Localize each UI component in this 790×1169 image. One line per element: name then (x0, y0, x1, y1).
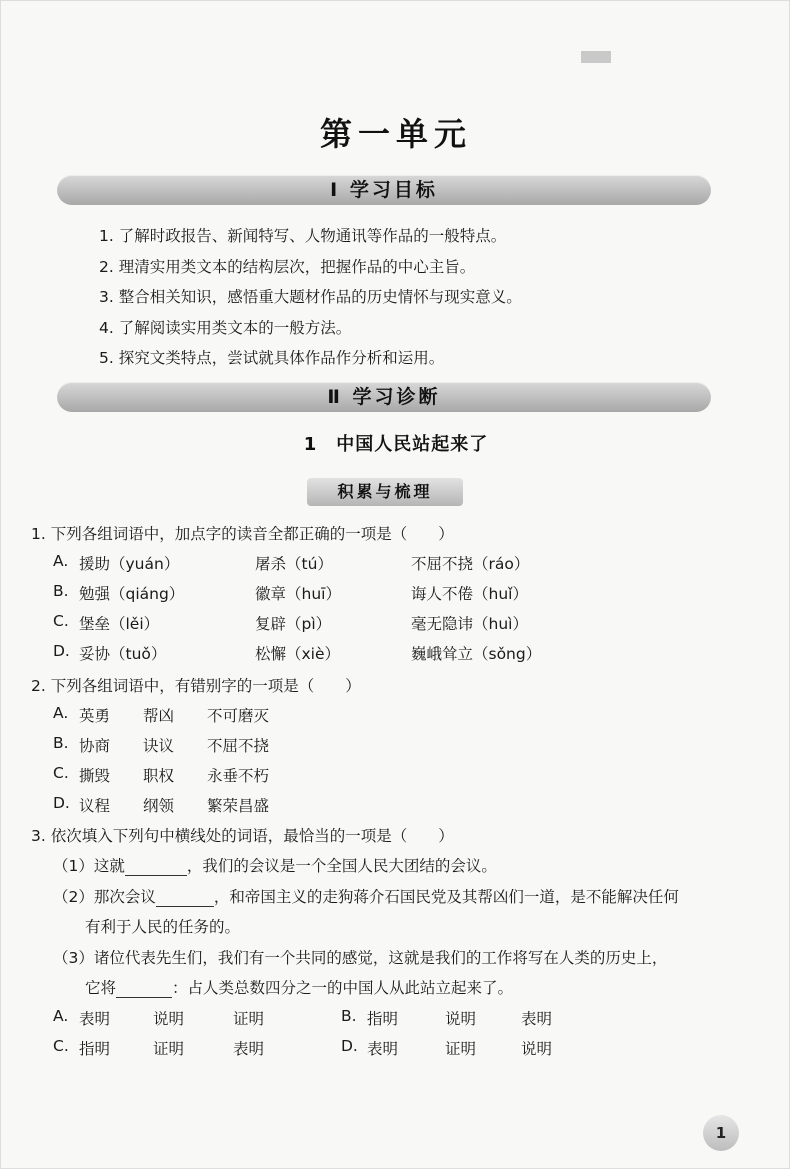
option-item: 说明 (445, 1010, 477, 1028)
option-label: A. (53, 552, 69, 570)
answer-blank[interactable] (156, 888, 214, 907)
option-item: 证明 (445, 1040, 477, 1058)
option-item: 毫无隐讳（huì） (411, 615, 528, 633)
sentence-text: ，和帝国主义的走狗蒋介石国民党及其帮凶们一道，是不能解决任何 (213, 888, 679, 906)
option-item: 表明 (367, 1040, 399, 1058)
option-label: C. (53, 612, 69, 630)
section-label-diagnosis: Ⅱ 学习诊断 (327, 386, 441, 408)
option-item: 纲领 (143, 797, 175, 815)
option-item: 繁荣昌盛 (207, 797, 270, 815)
option-label: C. (53, 764, 69, 782)
option-item: 徽章（huī） (255, 585, 341, 603)
answer-blank[interactable] (116, 979, 172, 998)
question-2-stem: 2. 下列各组词语中，有错别字的一项是（ ） (31, 677, 361, 695)
goal-item: 1. 了解时政报告、新闻特写、人物通讯等作品的一般特点。 (99, 227, 507, 245)
questions (1, 1, 790, 1169)
goal-item: 4. 了解阅读实用类文本的一般方法。 (99, 318, 352, 337)
option-label: A. (53, 1007, 69, 1025)
option-label: B. (341, 1007, 357, 1025)
option-label: D. (53, 794, 70, 812)
question-3-sentence-3-cont (85, 976, 513, 998)
option-item: 英勇 (79, 707, 111, 725)
option-item: 表明 (233, 1040, 265, 1058)
question-3-stem: 3. 依次填入下列句中横线处的词语，最恰当的一项是（ ） (31, 827, 454, 845)
option-label: A. (53, 704, 69, 722)
option-item: 复辟（pì） (255, 615, 332, 633)
option-item: 指明 (79, 1040, 111, 1058)
section-label-goals: Ⅰ 学习目标 (330, 179, 438, 201)
option-label: D. (53, 642, 70, 660)
option-item: 不屈不挠 (207, 737, 270, 755)
question-1-stem: 1. 下列各组词语中，加点字的读音全都正确的一项是（ ） (31, 525, 454, 543)
option-item: 不屈不挠（ráo） (411, 555, 530, 573)
option-item: 说明 (521, 1040, 553, 1058)
question-3-sentence-1 (53, 854, 497, 876)
option-item: 勉强（qiáng） (79, 585, 185, 603)
option-item: 协商 (79, 737, 111, 755)
question-3-sentence-2-cont: 有利于人民的任务的。 (85, 918, 241, 936)
option-label: B. (53, 582, 69, 600)
sentence-text: （1）这就 (53, 857, 125, 875)
option-item: 援助（yuán） (79, 555, 180, 573)
option-item: 证明 (153, 1040, 185, 1058)
goal-item: 5. 探究文类特点，尝试就具体作品作分析和运用。 (99, 349, 445, 367)
option-label: C. (53, 1037, 69, 1055)
question-3-sentence-3: （3）诸位代表先生们，我们有一个共同的感觉，这就是我们的工作将写在人类的历史上， (53, 949, 668, 967)
lesson-title: 1 中国人民站起来了 (303, 434, 489, 455)
sentence-text: 它将 (85, 979, 117, 997)
question-3-sentence-2 (53, 885, 679, 907)
option-item: 妥协（tuǒ） (79, 645, 167, 663)
option-item: 巍峨耸立（sǒng） (411, 645, 542, 663)
option-item: 永垂不朽 (207, 767, 270, 785)
option-item: 职权 (143, 767, 175, 785)
option-item: 屠杀（tú） (255, 555, 333, 573)
option-item: 撕毁 (79, 767, 111, 785)
option-item: 松懈（xiè） (255, 645, 341, 663)
option-item: 帮凶 (143, 707, 175, 725)
sentence-text: （2）那次会议 (53, 888, 156, 906)
option-label: D. (341, 1037, 358, 1055)
sentence-text: ：占人类总数四分之一的中国人从此站立起来了。 (172, 979, 514, 997)
option-item: 表明 (521, 1010, 553, 1028)
option-label: B. (53, 734, 69, 752)
option-item: 诲人不倦（huǐ） (411, 585, 528, 603)
sentence-text: ，我们的会议是一个全国人民大团结的会议。 (186, 857, 497, 875)
option-item: 指明 (367, 1010, 399, 1028)
unit-title: 第一单元 (319, 115, 472, 153)
option-item: 堡垒（lěi） (79, 615, 160, 633)
goal-item: 2. 理清实用类文本的结构层次，把握作品的中心主旨。 (99, 257, 476, 276)
answer-blank[interactable] (125, 857, 187, 876)
option-item: 不可磨灭 (207, 707, 270, 725)
option-item: 说明 (153, 1010, 185, 1028)
option-item: 诀议 (143, 737, 175, 755)
page-number: 1 (703, 1115, 739, 1151)
option-item: 证明 (233, 1010, 265, 1028)
goal-item: 3. 整合相关知识，感悟重大题材作品的历史情怀与现实意义。 (99, 288, 522, 306)
option-item: 议程 (79, 797, 111, 815)
option-item: 表明 (79, 1010, 111, 1028)
sub-section-badge: 积累与梳理 (307, 478, 463, 506)
